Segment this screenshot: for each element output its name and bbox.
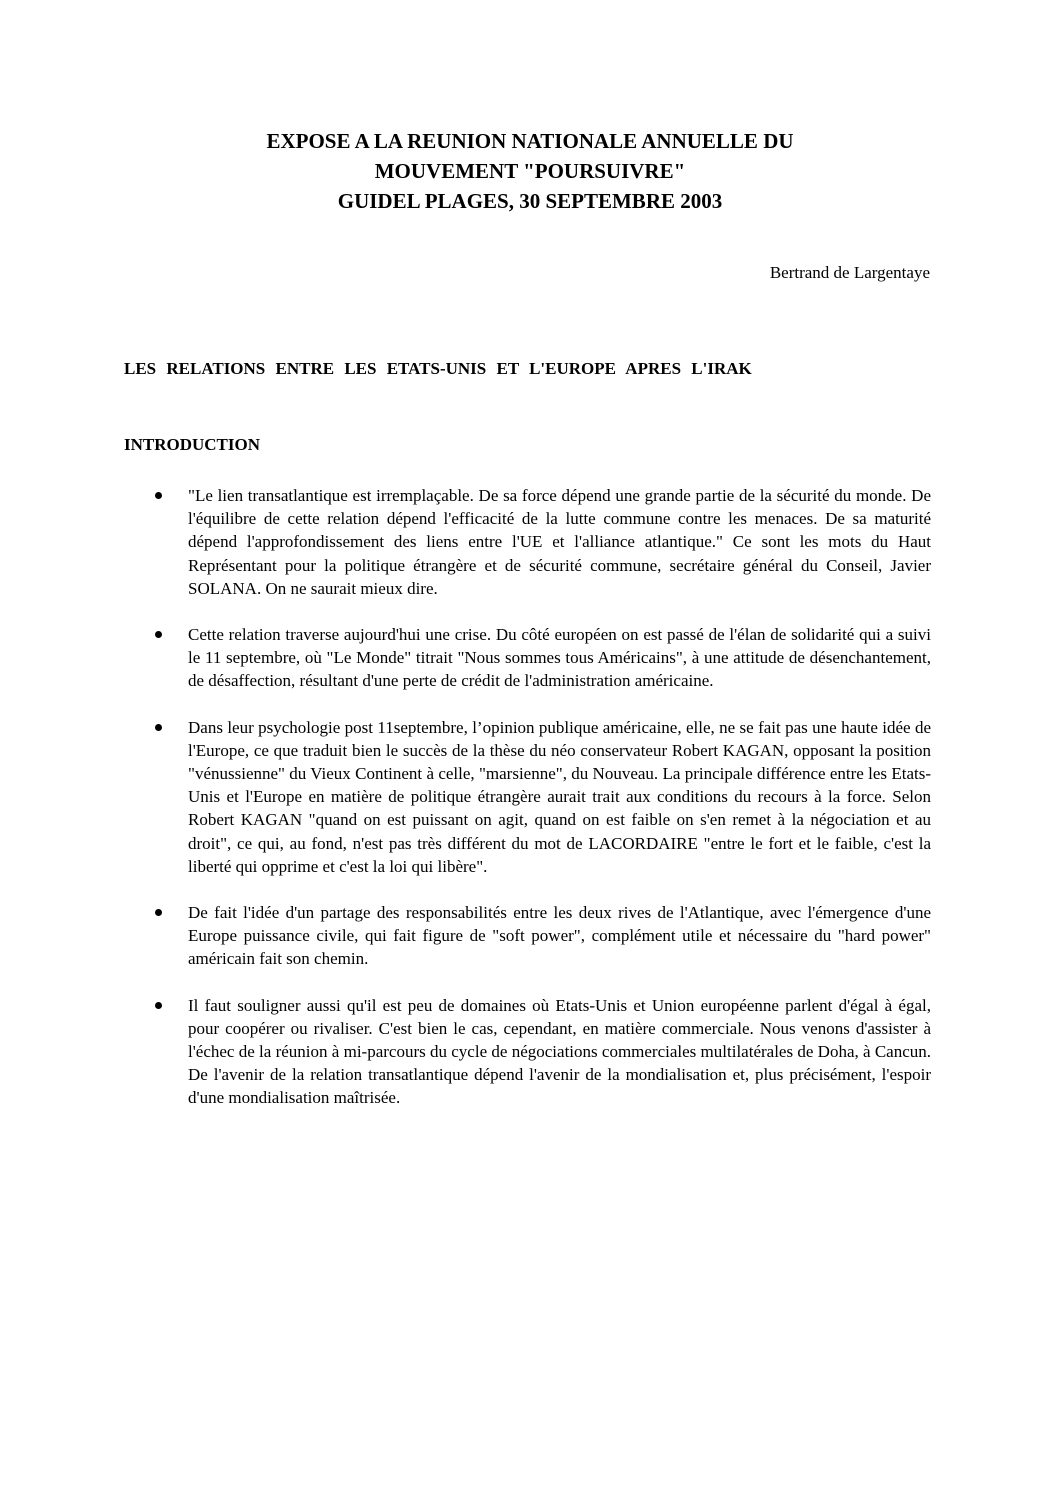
bullet-dot-icon — [155, 1002, 162, 1009]
bullet-paragraph-3 — [150, 716, 931, 878]
paragraph-text: De fait l'idée d'un partage des responsabilités entre les deux rives de l'Atlantique, avec l'émergence d'une Europe puissance civile, qui fait figure de "soft power", complément utile et nécessaire du "hard power" américain fait son chemin. — [188, 903, 931, 969]
paragraph-text: Il faut souligner aussi qu'il est peu de domaines où Etats-Unis et Union européenne parlent d'égal à égal, pour coopérer ou rivaliser. C'est bien le cas, cependant, en matière commerciale. Nous venons d'assister à l'échec de la réunion à mi-parcours du cycle de négociations commerciales multilatérales de Doha, à Cancun. De l'avenir de la relation transatlantique dépend l'avenir de la mondialisation et, plus précisément, l'espoir d'une mondialisation maîtrisée. — [188, 995, 931, 1108]
bullet-paragraph-1 — [150, 484, 931, 600]
bullet-dot-icon — [155, 631, 162, 638]
bullet-paragraph-2 — [150, 623, 931, 693]
paragraph-text: Dans leur psychologie post 11septembre, l’opinion publique américaine, elle, ne se fait pas une haute idée de l'Europe, ce que traduit bien le succès de la thèse du néo conservateur Robert KAGAN, opposant la position "vénussienne" du Vieux Continent à celle, "marsienne", du Nouveau. La principale différence entre les Etats-Unis et l'Europe en matière de politique étrangère aurait trait aux conditions du recours à la force. Selon Robert KAGAN "quand on est puissant on agit, quand on est faible on s'en remet à la négociation et au droit", ce qui, au fond, n'est pas très différent du mot de LACORDAIRE "entre le fort et le faible, c'est la liberté qui opprime et c'est la loi qui libère". — [188, 717, 931, 876]
bullet-dot-icon — [155, 909, 162, 916]
bullet-dot-icon — [155, 724, 162, 731]
title-line-2: MOUVEMENT "POURSUIVRE" — [374, 159, 686, 183]
bullet-paragraph-5 — [150, 994, 931, 1110]
title-line-3: GUIDEL PLAGES, 30 SEPTEMBRE 2003 — [337, 189, 723, 213]
paragraph-text: "Le lien transatlantique est irremplaçable. De sa force dépend une grande partie de la sécurité du monde. De l'équilibre de cette relation dépend l'efficacité de la lutte commune contre les menaces. De sa maturité dépend l'approfondissement des liens entre l'UE et l'alliance atlantique." Ce sont les mots du Haut Représentant pour la politique étrangère et de sécurité commune, secrétaire général du Conseil, Javier SOLANA. On ne saurait mieux dire. — [188, 486, 931, 598]
author-name: Bertrand de Largentaye — [769, 263, 930, 282]
subject-heading: LES RELATIONS ENTRE LES ETATS-UNIS ET L'EUROPE APRES L'IRAK — [124, 359, 752, 378]
paragraph-text: Cette relation traverse aujourd'hui une crise. Du côté européen on est passé de l'élan de solidarité qui a suivi le 11 septembre, où "Le Monde" titrait "Nous sommes tous Américains", à une attitude de désenchantement, de désaffection, résultant d'une perte de crédit de l'administration américaine. — [188, 625, 931, 691]
bullet-dot-icon — [155, 492, 162, 499]
document-title — [150, 126, 910, 216]
bullet-paragraph-4 — [150, 901, 931, 971]
introduction-bullet-list — [150, 484, 931, 1133]
section-heading-introduction: INTRODUCTION — [124, 435, 261, 454]
title-line-1: EXPOSE A LA REUNION NATIONALE ANNUELLE DU — [266, 129, 794, 153]
